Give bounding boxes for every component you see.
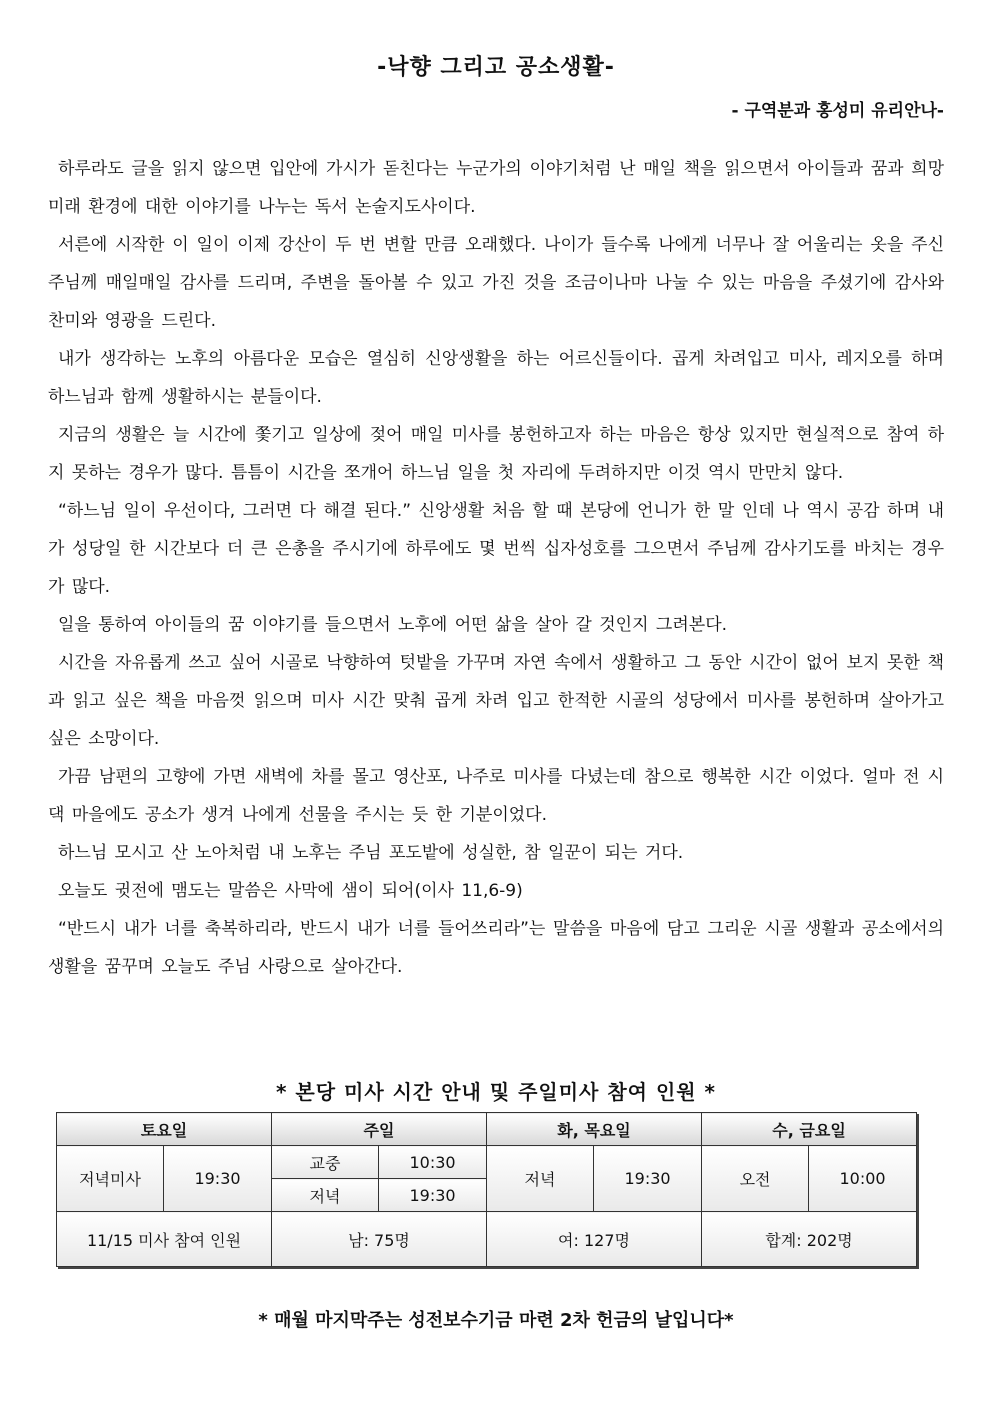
- essay-paragraph: 지금의 생활은 늘 시간에 쫓기고 일상에 젖어 매일 미사를 봉헌하고자 하는 마음은 항상 있지만 현실적으로 참여 하지 못하는 경우가 많다. 틈틈이 시간을 쪼개어 하느님 일을 첫 자리에 두려하지만 이것 역시 만만치 않다.: [48, 425, 944, 483]
- attendance-male: 남: 75명: [272, 1212, 487, 1267]
- sunday-evening-mass-time: 19:30: [379, 1179, 487, 1212]
- wed-fri-mass-time: 10:00: [809, 1146, 917, 1212]
- sunday-main-mass-label: 교중: [272, 1146, 379, 1179]
- header-wed-fri: 수, 금요일: [702, 1113, 917, 1146]
- tue-thu-mass-label: 저녁: [487, 1146, 594, 1212]
- essay-paragraph: “하느님 일이 우선이다, 그러면 다 해결 된다.” 신앙생활 처음 할 때 본당에 언니가 한 말 인데 나 역시 공감 하며 내가 성당일 한 시간보다 더 큰 은총을 주시기에 하루에도 몇 번씩 십자성호를 그으면서 주님께 감사기도를 바치는 경우가 많다.: [48, 501, 944, 597]
- attendance-label: 11/15 미사 참여 인원: [57, 1212, 272, 1267]
- essay-paragraph: 가끔 남편의 고향에 가면 새벽에 차를 몰고 영산포, 나주로 미사를 다녔는데 참으로 행복한 시간 이었다. 얼마 전 시댁 마을에도 공소가 생겨 나에게 선물을 주시는 듯 한 기분이었다.: [48, 767, 944, 825]
- saturday-mass-label: 저녁미사: [57, 1146, 164, 1212]
- essay-paragraph: 내가 생각하는 노후의 아름다운 모습은 열심히 신앙생활을 하는 어르신들이다. 곱게 차려입고 미사, 레지오를 하며 하느님과 함께 생활하시는 분들이다.: [48, 349, 944, 407]
- essay-paragraph: 서른에 시작한 이 일이 이제 강산이 두 번 변할 만큼 오래했다. 나이가 들수록 나에게 너무나 잘 어울리는 옷을 주신 주님께 매일매일 감사를 드리며, 주변을 돌아볼 수 있고 가진 것을 조금이나마 나눌 수 있는 마음을 주셨기에 감사와 찬미와 영광을 드린다.: [48, 235, 944, 331]
- schedule-title: * 본당 미사 시간 안내 및 주일미사 참여 인원 *: [275, 1080, 717, 1104]
- table-row: [57, 1146, 917, 1179]
- saturday-mass-time: 19:30: [164, 1146, 272, 1212]
- attendance-female: 여: 127명: [487, 1212, 702, 1267]
- table-header-row: [57, 1113, 917, 1146]
- sunday-evening-mass-label: 저녁: [272, 1179, 379, 1212]
- header-tue-thu: 화, 목요일: [487, 1113, 702, 1146]
- mass-schedule-table: [56, 1112, 917, 1267]
- offering-notice: * 매월 마지막주는 성전보수기금 마련 2차 헌금의 날입니다*: [258, 1310, 734, 1331]
- tue-thu-mass-time: 19:30: [594, 1146, 702, 1212]
- essay-paragraph: 일을 통하여 아이들의 꿈 이야기를 들으면서 노후에 어떤 삶을 살아 갈 것인지 그려본다.: [58, 615, 728, 635]
- essay-body: [48, 150, 944, 986]
- author-byline: - 구역분과 홍성미 유리안나-: [731, 101, 944, 121]
- essay-paragraph: 하루라도 글을 읽지 않으면 입안에 가시가 돋친다는 누군가의 이야기처럼 난 매일 책을 읽으면서 아이들과 꿈과 희망 미래 환경에 대한 이야기를 나누는 독서 논술지도사이다.: [48, 159, 944, 217]
- header-sunday: 주일: [272, 1113, 487, 1146]
- header-saturday: 토요일: [57, 1113, 272, 1146]
- wed-fri-mass-label: 오전: [702, 1146, 809, 1212]
- page-title: -낙향 그리고 공소생활-: [377, 55, 615, 80]
- attendance-row: [57, 1212, 917, 1267]
- essay-paragraph: 오늘도 귓전에 맴도는 말씀은 사막에 샘이 되어(이사 11,6-9): [58, 881, 523, 901]
- essay-paragraph: “반드시 내가 너를 축복하리라, 반드시 내가 너를 들어쓰리라”는 말씀을 마음에 담고 그리운 시골 생활과 공소에서의 생활을 꿈꾸며 오늘도 주님 사랑으로 살아간다.: [48, 919, 944, 977]
- sunday-main-mass-time: 10:30: [379, 1146, 487, 1179]
- essay-paragraph: 시간을 자유롭게 쓰고 싶어 시골로 낙향하여 텃밭을 가꾸며 자연 속에서 생활하고 그 동안 시간이 없어 보지 못한 책과 읽고 싶은 책을 마음껏 읽으며 미사 시간 맞춰 곱게 차려 입고 한적한 시골의 성당에서 미사를 봉헌하며 살아가고 싶은 소망이다.: [48, 653, 944, 749]
- attendance-total: 합계: 202명: [702, 1212, 917, 1267]
- essay-paragraph: 하느님 모시고 산 노아처럼 내 노후는 주님 포도밭에 성실한, 참 일꾼이 되는 거다.: [58, 843, 684, 863]
